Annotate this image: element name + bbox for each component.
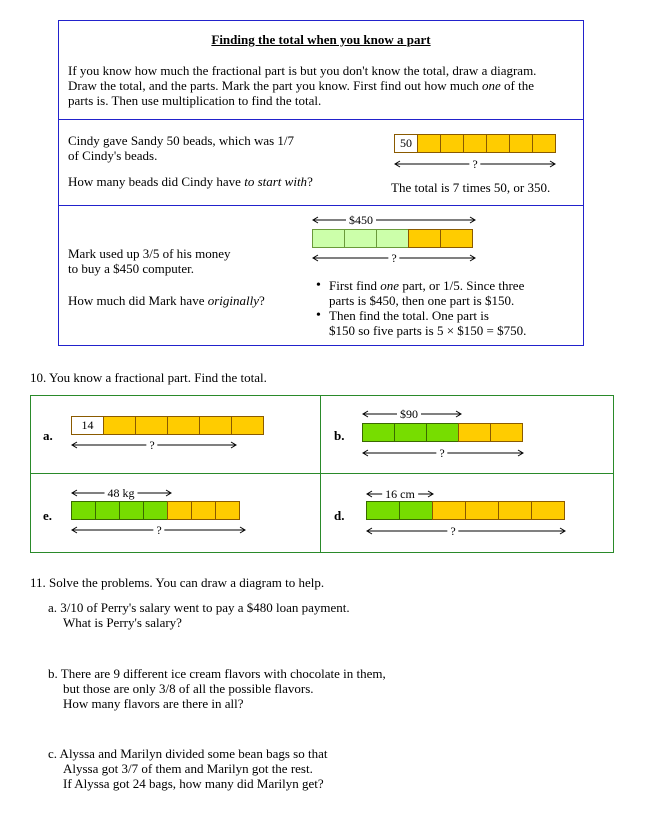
ex2-bar-seg-2 [344,229,377,248]
q10e-seg-7 [215,501,240,520]
ex2-top-arrow [312,213,476,227]
ex2-b2-l1: Then find the total. One part is [329,308,489,323]
q10-grid [30,395,614,553]
q10e-bar [71,501,240,520]
ex2-q-pre: How much did Mark have [68,293,208,308]
q10d-letter: d. [334,508,345,523]
ex2-b1-em: one [380,278,400,293]
q10b-seg-1 [362,423,395,442]
q10d-seg-4 [465,501,499,520]
q10e-letter: e. [43,508,53,523]
ex2-bar-seg-4 [408,229,441,248]
q11c-line2: Alyssa got 3/7 of them and Marilyn got the rest. [63,761,313,776]
q10b-seg-3 [426,423,459,442]
ex1-bar-seg-6 [509,134,533,153]
grid-divider-v [320,396,321,552]
q11-prompt: 11. Solve the problems. You can draw a diagram to help. [30,575,325,590]
q10d-top-label: 16 cm [382,487,418,501]
q11b-line1: b. There are 9 different ice cream flavors with chocolate in them, [48,666,386,681]
info-title: Finding the total when you know a part [211,32,431,47]
ex1-bar-seg-5 [486,134,510,153]
ex2-bullets [312,278,582,338]
q10a-seg-4 [167,416,200,435]
q10e-seg-3 [119,501,144,520]
ex2-bar-seg-1 [312,229,345,248]
q10a-seg-2 [103,416,136,435]
ex2-question [68,293,265,308]
ex2-q-post: ? [259,293,265,308]
ex1-bar-seg-7 [532,134,556,153]
info-box [58,20,584,346]
q10d-bar [366,501,565,520]
ex1-line2: of Cindy's beads. [68,148,158,163]
ex2-b2-l2: $150 so five parts is 5 × $150 = $750. [329,323,527,338]
q10d-top-arrow [366,487,434,501]
ex1-question [68,174,313,189]
q10e-top-label: 48 kg [105,486,138,500]
q10b-seg-4 [458,423,491,442]
q11b-line3: How many flavors are there in all? [63,696,244,711]
q10b-bar [362,423,523,442]
ex2-line1: Mark used up 3/5 of his money [68,246,231,261]
ex1-line1: Cindy gave Sandy 50 beads, which was 1/7 [68,133,295,148]
info-intro [68,63,573,108]
ex2-bullet-1 [312,278,582,308]
q10b-top-arrow [362,407,462,421]
ex2-bullet-2 [312,308,582,338]
intro-line-1: If you know how much the fractional part is but you don't know the total, draw a diagram. [68,63,537,78]
q10b-seg-5 [490,423,523,442]
q10b-top-label: $90 [397,407,421,421]
ex1-q-em: to start with [244,174,308,189]
intro-line-2b: of the [500,78,534,93]
q10e-seg-1 [71,501,96,520]
q10d-arrow [366,524,566,538]
intro-line-3: parts is. Then use multiplication to find the total. [68,93,322,108]
q10e-seg-6 [191,501,216,520]
ex2-bar [312,229,473,248]
q10e-seg-5 [167,501,192,520]
q10a-seg-6 [231,416,264,435]
q10b-seg-2 [394,423,427,442]
q10e-arrow-label: ? [153,523,164,537]
intro-line-2-em: one [482,78,501,93]
ex2-b1-l2: parts is $450, then one part is $150. [329,293,515,308]
q10a-label: 14 [81,418,94,432]
q10a-seg-1 [71,416,104,435]
ex1-bar-seg-4 [463,134,487,153]
q10a-arrow-label: ? [146,438,157,452]
q10d-seg-2 [399,501,433,520]
grid-divider-h [31,473,613,474]
q10e-top-arrow [71,486,172,500]
ex2-b1-post: part, or 1/5. Since three [399,278,525,293]
q10a-seg-5 [199,416,232,435]
q11a-line1: a. 3/10 of Perry's salary went to pay a $480 loan payment. [48,600,350,615]
q10e-arrow [71,523,246,537]
q10b-arrow [362,446,524,460]
ex2-bar-seg-3 [376,229,409,248]
ex1-q-pre: How many beads did Cindy have [68,174,245,189]
ex1-arrow [394,157,556,171]
ex2-line2: to buy a $450 computer. [68,261,195,276]
info-divider-2 [59,205,583,206]
ex1-answer: The total is 7 times 50, or 350. [391,180,551,195]
q10b-letter: b. [334,428,345,443]
intro-line-2a: Draw the total, and the parts. Mark the part you know. First find out how much [68,78,482,93]
ex2-top-label: $450 [346,213,376,227]
q11c-line3: If Alyssa got 24 bags, how many did Marilyn get? [63,776,324,791]
ex1-bar-seg-1 [394,134,418,153]
q10d-seg-6 [531,501,565,520]
q10d-seg-5 [498,501,532,520]
q10a-seg-3 [135,416,168,435]
q11c-line1: c. Alyssa and Marilyn divided some bean bags so that [48,746,328,761]
ex2-bar-seg-5 [440,229,473,248]
q10a-letter: a. [43,428,53,443]
ex2-b1-pre: First find [329,278,381,293]
q10e-seg-4 [143,501,168,520]
ex1-bar-label: 50 [400,136,412,150]
q10b-arrow-label: ? [436,446,447,460]
q11b-line2: but those are only 3/8 of all the possible flavors. [63,681,314,696]
ex1-bar-seg-2 [417,134,441,153]
q10a-bar [71,416,264,435]
ex2-arrow [312,251,476,265]
q10d-arrow-label: ? [447,524,458,538]
q10d-seg-3 [432,501,466,520]
ex1-q-post: ? [307,174,313,189]
info-divider-1 [59,119,583,120]
q10d-seg-1 [366,501,400,520]
q10e-seg-2 [95,501,120,520]
ex1-bar-seg-3 [440,134,464,153]
q10a-arrow [71,438,237,452]
q11a-line2: What is Perry's salary? [63,615,182,630]
q10-prompt: 10. You know a fractional part. Find the total. [30,370,267,385]
ex2-q-em: originally [207,293,259,308]
ex1-arrow-label: ? [469,157,480,171]
ex1-bar [394,134,556,153]
ex2-arrow-label: ? [388,251,399,265]
